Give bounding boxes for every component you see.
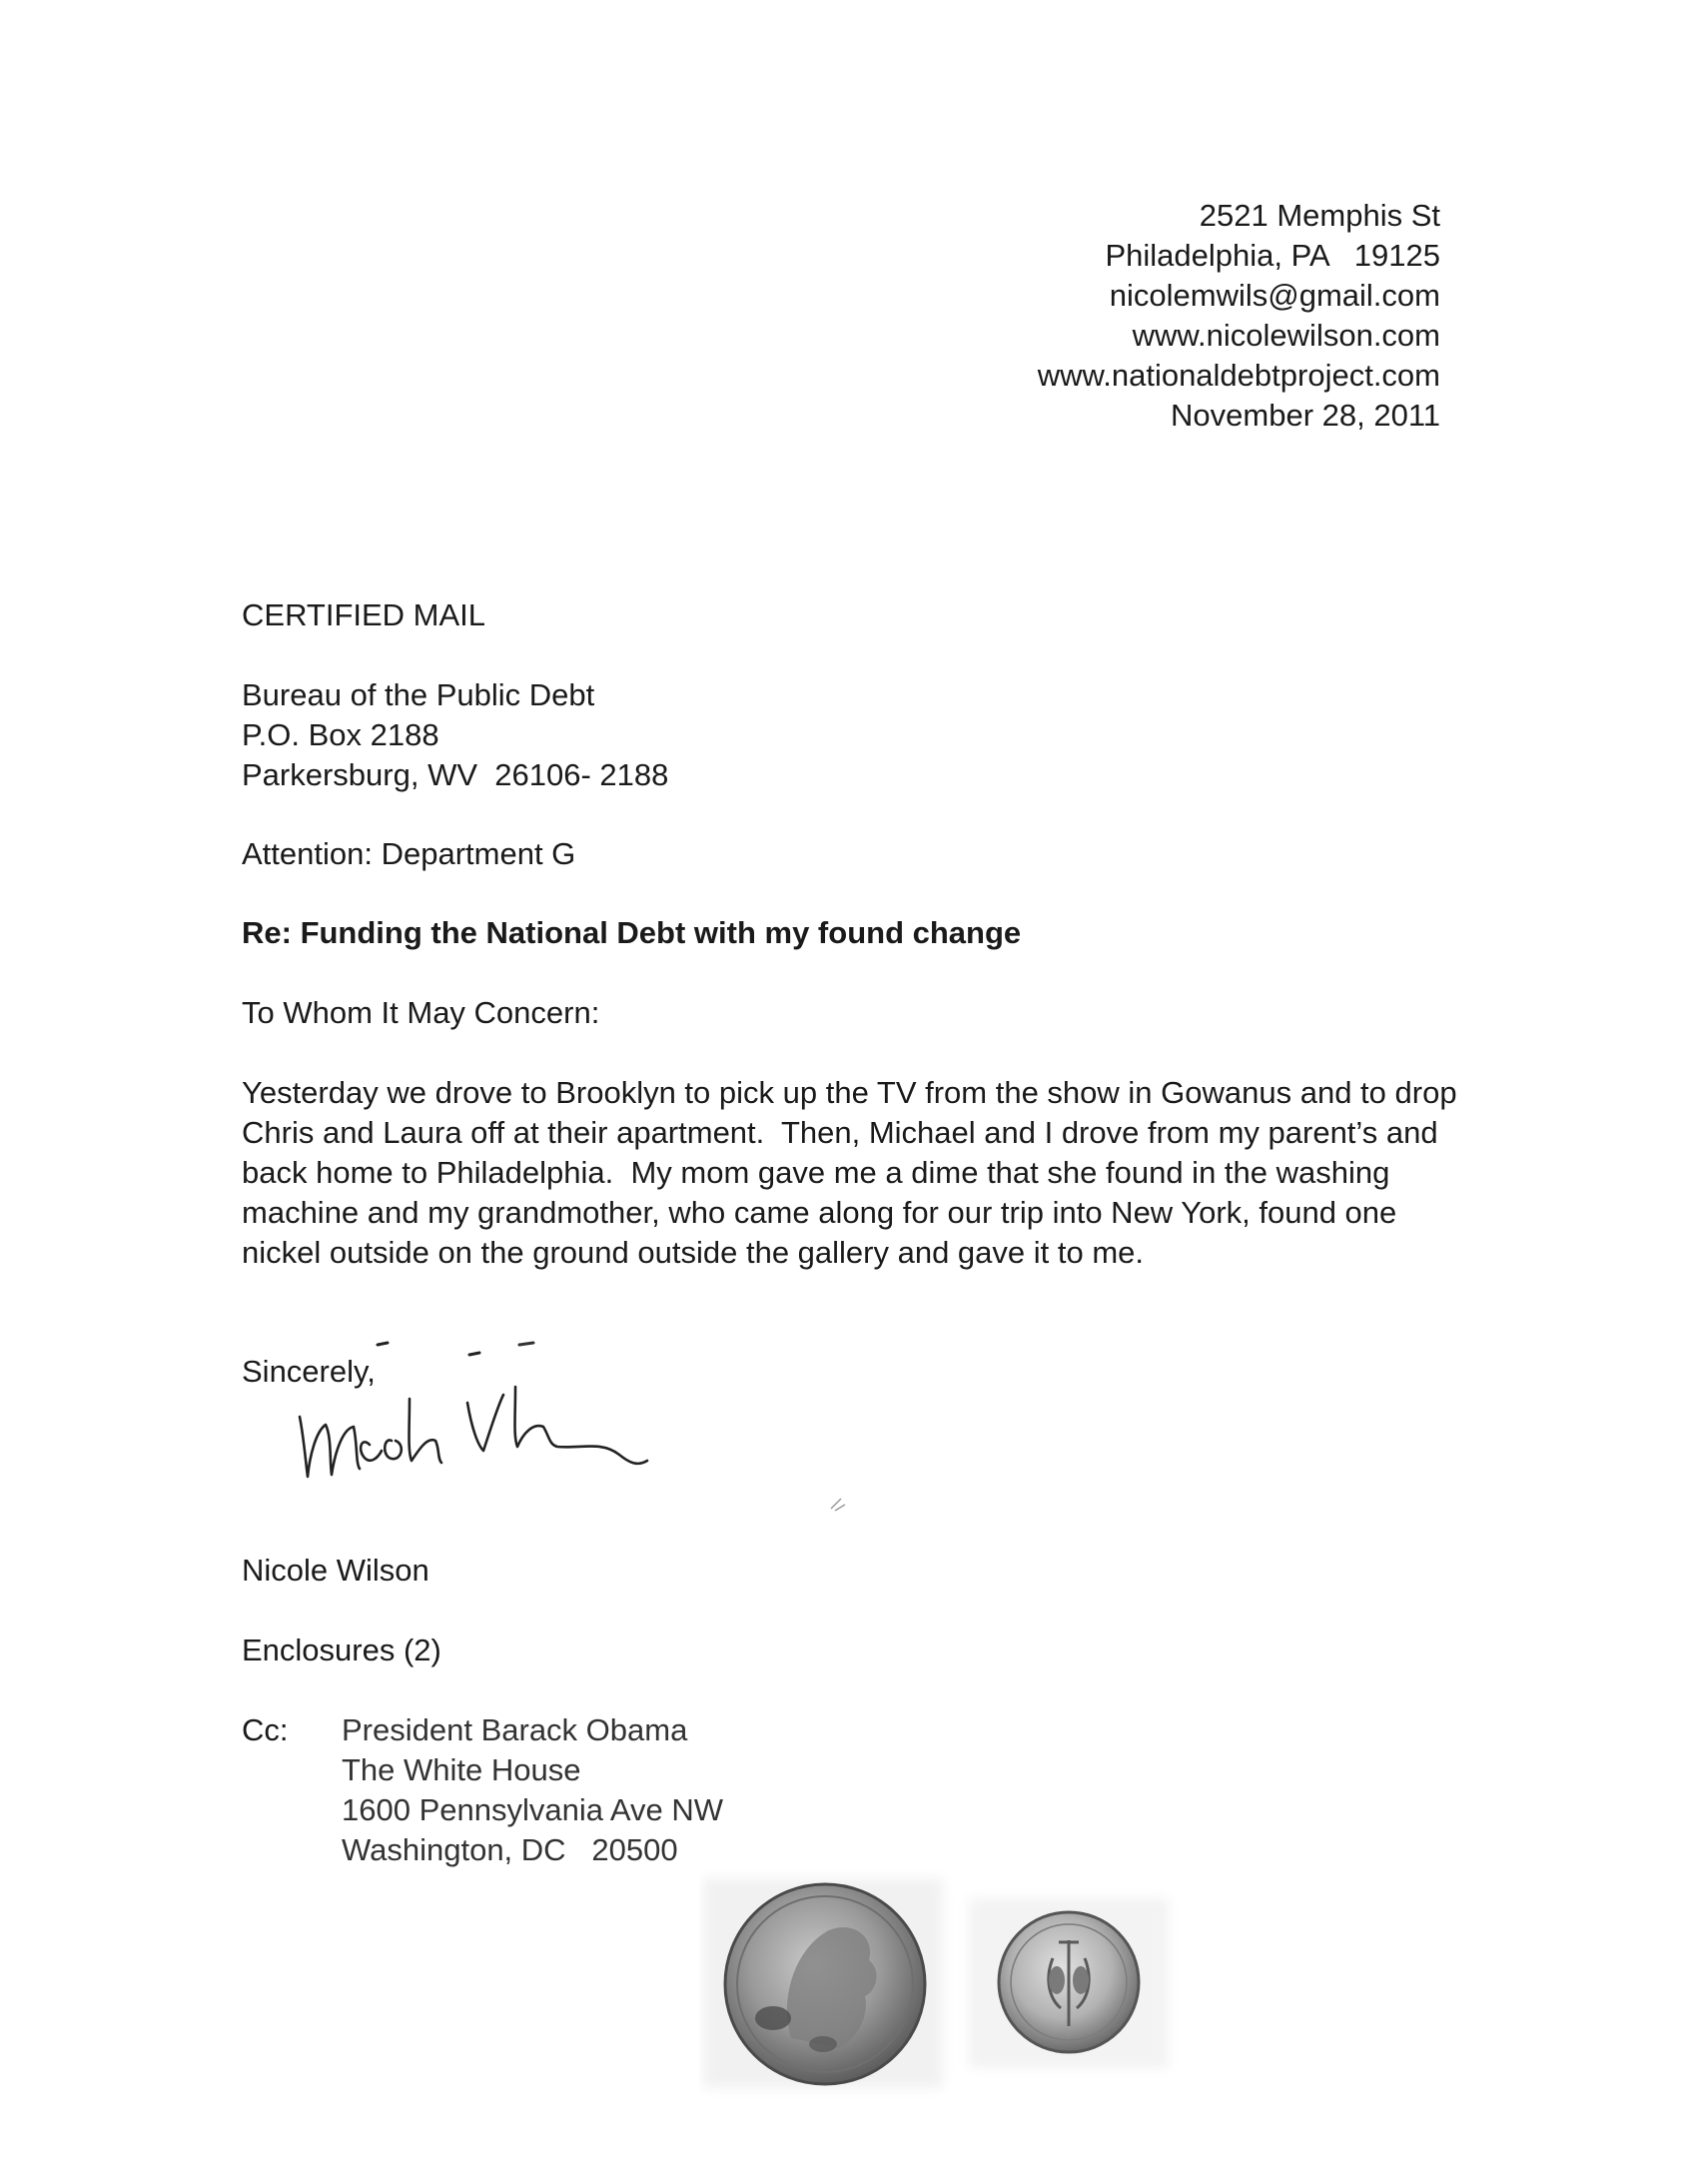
attention-line: Attention: Department G bbox=[242, 836, 576, 871]
recipient-po-box: P.O. Box 2188 bbox=[242, 717, 439, 752]
subject-line: Re: Funding the National Debt with my found change bbox=[242, 915, 1022, 950]
sender-website-project: www.nationaldebtproject.com bbox=[1037, 358, 1440, 393]
body-paragraph bbox=[242, 1073, 1466, 1273]
handwritten-signature bbox=[292, 1337, 731, 1517]
cc-line-office: The White House bbox=[342, 1752, 581, 1787]
cc-recipient-block bbox=[342, 1710, 723, 1870]
cc-line-name: President Barack Obama bbox=[342, 1712, 688, 1747]
sender-block bbox=[1038, 196, 1440, 436]
salutation: To Whom It May Concern: bbox=[242, 995, 600, 1030]
recipient-city-line: Parkersburg, WV 26106- 2188 bbox=[242, 757, 669, 792]
sender-address-line1: 2521 Memphis St bbox=[1199, 198, 1440, 233]
sender-address-line2: Philadelphia, PA 19125 bbox=[1105, 238, 1440, 273]
closing: Sincerely, bbox=[242, 1354, 376, 1389]
cc-line-street: 1600 Pennsylvania Ave NW bbox=[342, 1792, 723, 1827]
certified-mail-label: CERTIFIED MAIL bbox=[242, 597, 486, 632]
nickel-coin bbox=[725, 1884, 925, 2084]
cc-line-city: Washington, DC 20500 bbox=[342, 1832, 678, 1867]
body-text: Yesterday we drove to Brooklyn to pick up the TV from the show in Gowanus and to drop Chris and Laura off at their apartment. Then, Michael and I drove from my parent’s and back home to Philadelphia. My mom gave me a dime that she found in the washing machine and my grandmother, who came along for our trip into New York, found one nickel outside on the ground outside the gallery and gave it to me. bbox=[242, 1075, 1466, 1270]
enclosures-note: Enclosures (2) bbox=[242, 1633, 441, 1667]
recipient-name: Bureau of the Public Debt bbox=[242, 677, 595, 712]
cc-label: Cc: bbox=[242, 1712, 289, 1747]
sender-email: nicolemwils@gmail.com bbox=[1109, 278, 1440, 313]
recipient-block bbox=[242, 675, 668, 795]
dime-coin bbox=[999, 1912, 1139, 2052]
letter-date: November 28, 2011 bbox=[1171, 398, 1440, 433]
sender-website-personal: www.nicolewilson.com bbox=[1132, 318, 1440, 353]
enclosed-coins bbox=[699, 1868, 1179, 2098]
signer-name: Nicole Wilson bbox=[242, 1553, 429, 1588]
